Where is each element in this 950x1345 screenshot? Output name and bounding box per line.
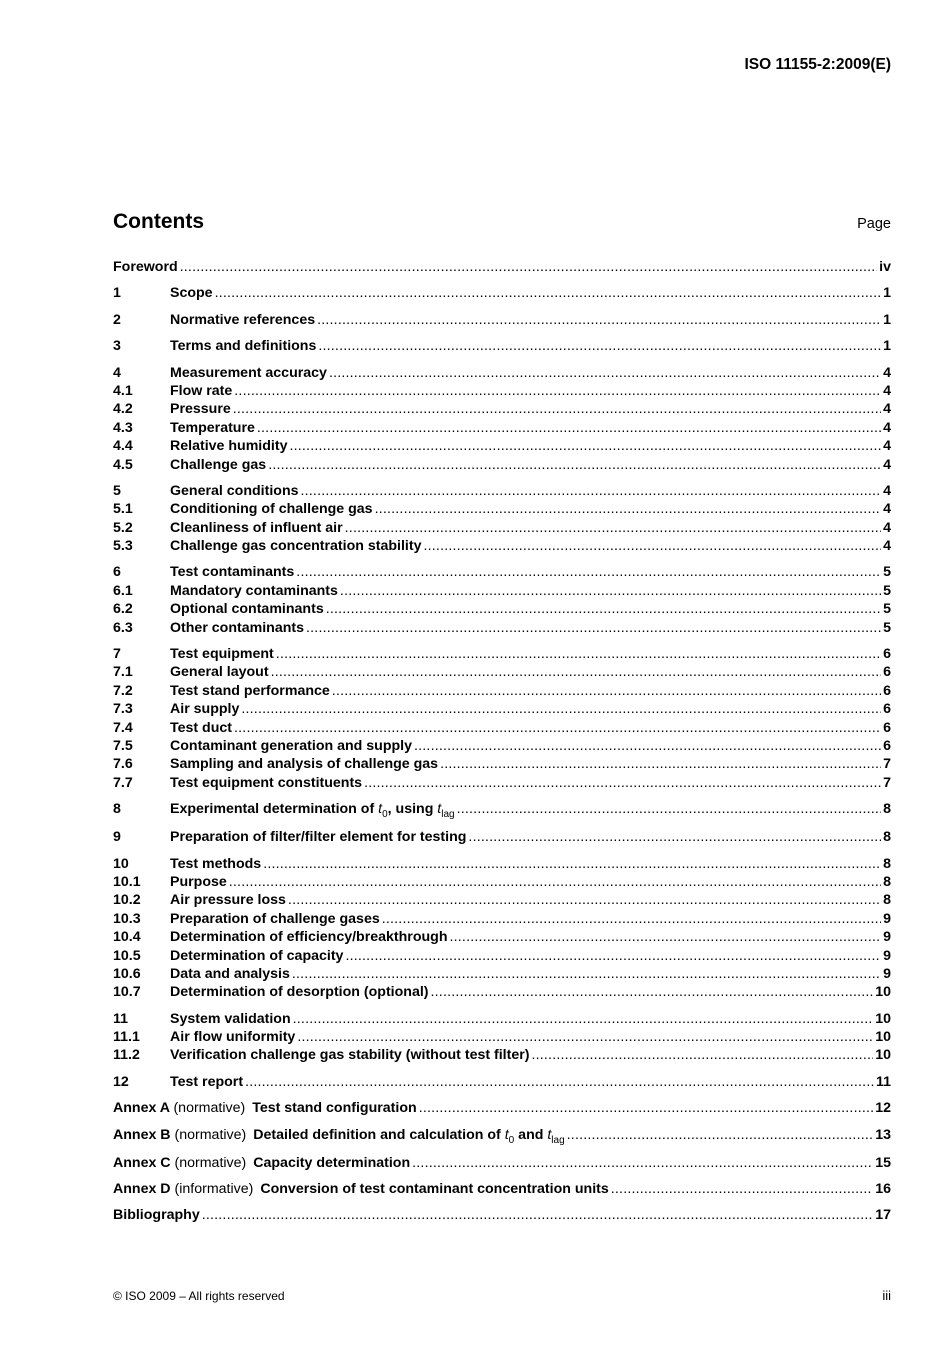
toc-entry-page: 5 [883,564,891,581]
toc-entry-page: 10 [875,984,891,1001]
dot-leader [318,338,881,354]
dot-leader [457,801,882,817]
document-id: ISO 11155-2:2009(E) [744,56,891,73]
toc-entry-label: Cleanliness of influent air [170,519,343,536]
toc-entry-7-3[interactable] [113,701,891,719]
toc-entry-label: Test contaminants [170,564,295,581]
toc-entry-foreword[interactable] [113,259,891,277]
toc-entry-4-3[interactable] [113,420,891,438]
toc-entry-label: Test stand performance [170,682,330,699]
dot-leader [375,501,882,517]
dot-leader [215,285,882,301]
toc-entry-number: 5.2 [113,519,133,536]
toc-group [113,338,891,356]
toc-entry-page: 4 [883,538,891,555]
dot-leader [301,483,882,499]
toc-entry-5-2[interactable] [113,520,891,538]
toc-entry-label: Mandatory contaminants [170,582,338,599]
toc-entry-page: 4 [883,382,891,399]
toc-group-annex [113,1127,891,1147]
toc-entry-label: Sampling and analysis of challenge gas [170,756,439,773]
annex-title: Detailed definition and calculation of [253,1126,505,1143]
toc-entry-10-2[interactable] [113,892,891,910]
toc-group [113,285,891,303]
toc-group [113,483,891,557]
toc-entry-number: 7.7 [113,774,133,791]
toc-group-8 [113,801,891,821]
dot-leader [611,1181,873,1197]
toc-entry-page: 8 [883,892,891,909]
toc-entry-4-4[interactable] [113,438,891,456]
dot-leader [414,738,881,754]
toc-entry-7-4[interactable] [113,720,891,738]
toc-entry-number: 6 [113,564,121,581]
toc-entry-page: 11 [876,1073,891,1090]
toc-entry-label: Preparation of filter/filter element for testing [170,829,467,846]
toc-entry-7-7[interactable] [113,775,891,793]
annex-prefix: Annex D [113,1181,171,1198]
toc-entry-page: 8 [883,829,891,846]
toc-entry-11[interactable] [113,1011,891,1029]
toc-entry-number: 5 [113,482,121,499]
toc-entry-number: 4 [113,364,121,381]
toc-entry-10-5[interactable] [113,948,891,966]
dot-leader [263,856,881,872]
toc-entry-page: 5 [883,582,891,599]
toc-entry-page: 17 [875,1207,891,1224]
dot-leader [268,457,881,473]
toc-group-annex [113,1100,891,1118]
toc-group [113,312,891,330]
toc-entry-label: Pressure [170,401,231,418]
dot-leader [531,1047,873,1063]
math-t: t [547,1126,552,1143]
toc-entry-page: 4 [883,501,891,518]
toc-entry-6-2[interactable] [113,601,891,619]
toc-entry-page: 6 [883,719,891,736]
dot-leader [233,401,881,417]
toc-entry-10[interactable] [113,856,891,874]
toc-entry-4-1[interactable] [113,383,891,401]
page-number: iii [882,1288,891,1303]
toc-entry-number: 10.3 [113,910,141,927]
toc-entry-annex-c[interactable] [113,1155,891,1173]
dot-leader [306,620,881,636]
toc-entry-page: 9 [883,947,891,964]
annex-type: (normative) [173,1100,246,1117]
toc-entry-page: 1 [883,338,891,355]
toc-group [113,365,891,475]
toc-entry-page: 6 [883,646,891,663]
annex-type: (normative) [174,1126,247,1143]
toc-entry-number: 7.4 [113,719,133,736]
toc-group-foreword [113,259,891,277]
dot-leader [345,948,881,964]
annex-prefix: Annex B [113,1126,171,1143]
toc-entry-label: Data and analysis [170,965,290,982]
toc-entry-number: 1 [113,285,121,302]
toc-entry-number: 4.1 [113,382,133,399]
toc-entry-label: Contaminant generation and supply [170,737,412,754]
toc-entry-number: 10.6 [113,965,141,982]
toc-entry-label: Purpose [170,873,227,890]
toc-entry-annex-b[interactable] [113,1127,891,1147]
toc-entry-label: Test equipment [170,646,274,663]
toc-entry-label: Optional contaminants [170,601,324,618]
toc-entry-page: 4 [883,364,891,381]
toc-entry-number: 4.2 [113,401,133,418]
dot-leader [296,564,881,580]
toc-entry-12[interactable] [113,1074,891,1092]
dot-leader [202,1207,874,1223]
toc-group [113,646,891,793]
contents-title: Contents [113,210,204,233]
toc-entry-11-1[interactable] [113,1029,891,1047]
toc-entry-label: Test equipment constituents [170,774,363,791]
toc-entry-4-5[interactable] [113,457,891,475]
toc-entry-page: 4 [883,401,891,418]
dot-leader [276,646,881,662]
table-of-contents [113,259,891,1234]
toc-entry-number: 7.5 [113,737,133,754]
toc-entry-label: Experimental determination of $t_0$, using $t_{lag}$ [170,801,455,820]
toc-entry-label: Determination of efficiency/breakthrough [170,929,448,946]
page-column-label: Page [857,216,891,232]
toc-group-annex [113,1155,891,1173]
toc-entry-page: 6 [883,664,891,681]
toc-entry-number: 6.1 [113,582,133,599]
toc-entry-page: 16 [875,1181,891,1198]
toc-entry-label: Air supply [170,701,240,718]
toc-entry-label [113,1181,611,1197]
toc-entry-number: 5.1 [113,501,133,518]
toc-group-bibliography [113,1207,891,1225]
toc-entry-label [113,1100,419,1116]
toc-entry-label: Conditioning of challenge gas [170,501,373,518]
toc-entry-number: 4.4 [113,438,133,455]
toc-entry-7-6[interactable] [113,756,891,774]
toc-entry-label: Scope [170,285,213,302]
toc-entry-label: Bibliography [113,1207,200,1224]
toc-entry-number: 4.3 [113,419,133,436]
dot-leader [450,929,882,945]
dot-leader [412,1155,873,1171]
toc-group [113,1011,891,1066]
toc-entry-label: Other contaminants [170,619,305,636]
toc-entry-label: Flow rate [170,382,233,399]
dot-leader [257,420,881,436]
toc-entry-label: General layout [170,664,269,681]
toc-entry-label: System validation [170,1010,291,1027]
toc-entry-2[interactable] [113,312,891,330]
dot-leader [234,720,881,736]
toc-entry-page: 4 [883,419,891,436]
toc-entry-number: 10.1 [113,873,141,890]
toc-entry-page: 10 [875,1047,891,1064]
dot-leader [180,259,878,275]
dot-leader [293,1011,874,1027]
toc-entry-label: Foreword [113,259,178,275]
toc-entry-label: Air flow uniformity [170,1029,296,1046]
dot-leader [468,829,881,845]
toc-entry-3[interactable] [113,338,891,356]
toc-entry-6[interactable] [113,564,891,582]
toc-entry-number: 5.3 [113,538,133,555]
dot-leader [329,365,881,381]
toc-entry-number: 10.2 [113,892,141,909]
toc-entry-label: Temperature [170,419,255,436]
toc-entry-page: 10 [875,1029,891,1046]
toc-entry-number: 11.1 [113,1029,140,1046]
toc-entry-page: 7 [883,756,891,773]
toc-entry-number: 6.3 [113,619,133,636]
toc-group-annex [113,1181,891,1199]
toc-entry-11-2[interactable] [113,1047,891,1065]
toc-entry-1[interactable] [113,285,891,303]
toc-entry-number: 10.4 [113,929,141,946]
dot-leader [424,538,882,554]
toc-group [113,829,891,847]
toc-group [113,564,891,638]
dot-leader [229,874,881,890]
math-t: t [504,1126,509,1143]
toc-entry-5-3[interactable] [113,538,891,556]
toc-entry-4[interactable] [113,365,891,383]
dot-leader [440,756,881,772]
dot-leader [289,438,881,454]
toc-entry-6-3[interactable] [113,620,891,638]
toc-entry-10-1[interactable] [113,874,891,892]
toc-entry-page: 5 [883,601,891,618]
dot-leader [364,775,881,791]
toc-entry-label: Air pressure loss [170,892,286,909]
toc-entry-label: Challenge gas [170,456,267,473]
toc-entry-number: 7.6 [113,756,133,773]
toc-entry-page: 5 [883,619,891,636]
toc-entry-number: 7.3 [113,701,133,718]
toc-group [113,856,891,1003]
toc-entry-label: Relative humidity [170,438,288,455]
annex-prefix: Annex C [113,1154,171,1171]
toc-entry-label [113,1127,567,1146]
toc-entry-label: Measurement accuracy [170,364,327,381]
dot-leader [345,520,881,536]
annex-title-cont: and [514,1126,548,1143]
toc-entry-10-7[interactable] [113,984,891,1002]
toc-entry-label: Determination of capacity [170,947,344,964]
toc-entry-page: 1 [883,285,891,302]
toc-entry-label: Verification challenge gas stability (without test filter) [170,1047,530,1064]
toc-entry-page: 6 [883,701,891,718]
toc-group [113,1074,891,1092]
toc-entry-5[interactable] [113,483,891,501]
toc-entry-number: 10 [113,855,129,872]
copyright-notice: © ISO 2009 – All rights reserved [113,1289,285,1303]
toc-entry-number: 10.7 [113,984,141,1001]
toc-entry-7-2[interactable] [113,683,891,701]
math-sub: 0 [508,1134,515,1146]
toc-entry-page: 9 [883,910,891,927]
toc-entry-10-6[interactable] [113,966,891,984]
dot-leader [271,664,882,680]
toc-entry-label: Normative references [170,311,316,328]
toc-entry-label: Terms and definitions [170,338,317,355]
toc-entry-label: Determination of desorption (optional) [170,984,429,1001]
toc-entry-6-1[interactable] [113,583,891,601]
toc-entry-label: Test report [170,1073,244,1090]
toc-entry-page: 7 [883,774,891,791]
toc-entry-9[interactable] [113,829,891,847]
toc-entry-label: General conditions [170,482,299,499]
toc-entry-number: 10.5 [113,947,141,964]
toc-entry-10-3[interactable] [113,911,891,929]
toc-entry-page: 4 [883,438,891,455]
toc-entry-page: 13 [875,1126,891,1143]
dot-leader [332,683,881,699]
toc-entry-7[interactable] [113,646,891,664]
toc-entry-annex-d[interactable] [113,1181,891,1199]
toc-entry-label: Test methods [170,855,262,872]
toc-entry-7-1[interactable] [113,664,891,682]
toc-entry-label: Test duct [170,719,233,736]
toc-entry-number: 7 [113,646,121,663]
dot-leader [567,1127,874,1143]
dot-leader [340,583,881,599]
toc-entry-page: 15 [875,1154,891,1171]
math-sub: lag [551,1134,565,1146]
toc-entry-8[interactable] [113,801,891,821]
toc-entry-page: 1 [883,311,891,328]
toc-entry-number: 11 [113,1010,128,1027]
toc-entry-number: 3 [113,338,121,355]
toc-entry-page: 4 [883,519,891,536]
toc-entry-page: 8 [883,855,891,872]
dot-leader [234,383,881,399]
annex-title: Capacity determination [253,1154,411,1171]
toc-entry-number: 9 [113,829,121,846]
toc-entry-page: 8 [883,873,891,890]
annex-type: (informative) [174,1181,254,1198]
dot-leader [382,911,881,927]
annex-title: Test stand configuration [252,1100,417,1117]
annex-title: Conversion of test contaminant concentration units [260,1181,609,1198]
toc-entry-page: 9 [883,965,891,982]
toc-entry-page: 4 [883,456,891,473]
dot-leader [297,1029,873,1045]
toc-entry-5-1[interactable] [113,501,891,519]
toc-entry-label: Challenge gas concentration stability [170,538,422,555]
dot-leader [317,312,881,328]
dot-leader [326,601,881,617]
toc-entry-annex-a[interactable] [113,1100,891,1118]
toc-entry-number: 8 [113,801,121,818]
contents-heading-row [113,210,891,240]
toc-entry-bibliography[interactable] [113,1207,891,1225]
toc-entry-7-5[interactable] [113,738,891,756]
toc-entry-page: iv [879,259,891,275]
dot-leader [241,701,881,717]
toc-entry-number: 2 [113,311,121,328]
toc-entry-number: 12 [113,1073,129,1090]
toc-entry-page: 8 [883,801,891,818]
toc-entry-label: Preparation of challenge gases [170,910,380,927]
toc-entry-number: 4.5 [113,456,133,473]
toc-entry-number: 11.2 [113,1047,140,1064]
toc-entry-number: 7.1 [113,664,133,681]
toc-entry-4-2[interactable] [113,401,891,419]
toc-entry-page: 4 [883,482,891,499]
toc-entry-number: 7.2 [113,682,133,699]
annex-type: (normative) [174,1154,247,1171]
toc-entry-page: 9 [883,929,891,946]
toc-entry-page: 12 [875,1100,891,1117]
toc-entry-label [113,1155,412,1171]
toc-entry-page: 6 [883,737,891,754]
dot-leader [292,966,881,982]
annex-prefix: Annex A [113,1100,170,1117]
toc-entry-page: 6 [883,682,891,699]
dot-leader [245,1074,874,1090]
toc-entry-number: 6.2 [113,601,133,618]
dot-leader [288,892,881,908]
toc-entry-page: 10 [875,1010,891,1027]
dot-leader [431,984,874,1000]
toc-entry-10-4[interactable] [113,929,891,947]
dot-leader [419,1100,874,1116]
